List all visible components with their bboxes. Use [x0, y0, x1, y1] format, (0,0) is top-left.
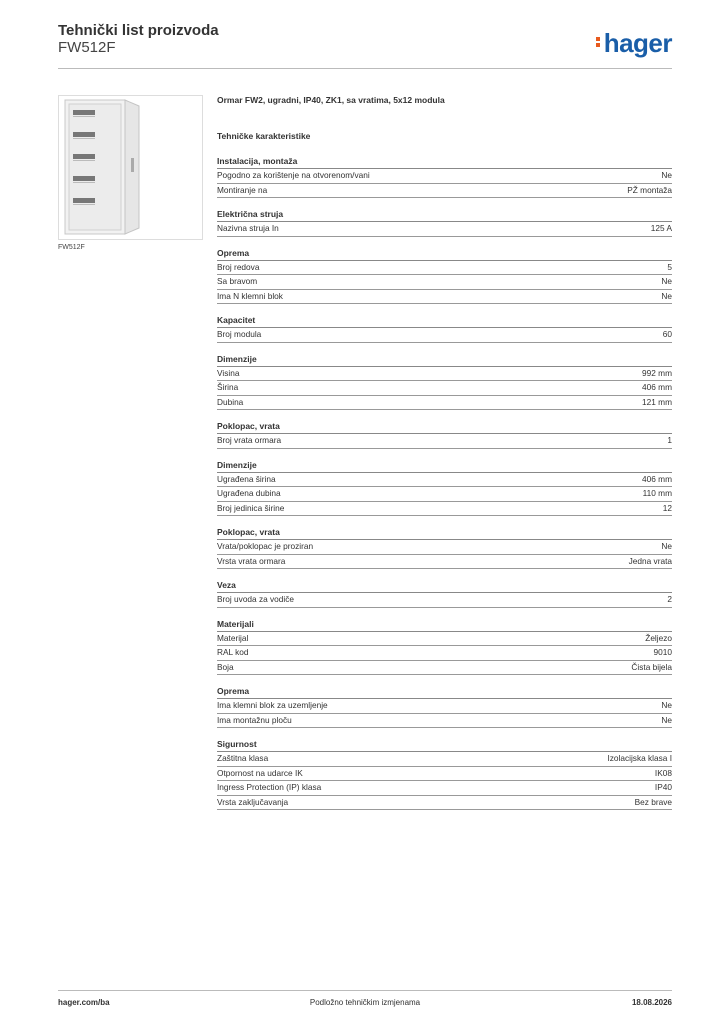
footer-note: Podložno tehničkim izmjenama [309, 998, 421, 1007]
spec-row [217, 593, 672, 608]
spec-label: Ingress Protection (IP) klasa [217, 782, 322, 792]
spec-value: Ne [661, 276, 672, 286]
spec-section [217, 315, 672, 343]
section-title: Oprema [217, 686, 672, 699]
characteristics-title: Tehničke karakteristike [217, 131, 311, 141]
section-title: Poklopac, vrata [217, 527, 672, 540]
spec-value: 125 A [650, 223, 672, 233]
spec-label: Sa bravom [217, 276, 258, 286]
spec-section [217, 739, 672, 810]
logo-text: hager [603, 28, 672, 58]
spec-label: Širina [217, 382, 239, 392]
spec-label: Vrsta vrata ormara [217, 555, 286, 566]
spec-section [217, 527, 672, 569]
hager-logo [596, 28, 672, 59]
spec-value: 5 [667, 261, 672, 272]
spec-row [217, 290, 672, 305]
spec-section [217, 156, 672, 198]
page-header [58, 22, 672, 69]
spec-label: Vrata/poklopac je proziran [217, 541, 314, 551]
spec-section [217, 619, 672, 676]
spec-section [217, 686, 672, 728]
document-title: Tehnički list proizvoda [58, 22, 219, 39]
spec-sections [217, 156, 672, 810]
spec-label: Broj vrata ormara [217, 435, 282, 445]
spec-value: Ne [661, 700, 672, 710]
section-title: Poklopac, vrata [217, 421, 672, 434]
spec-value: Ne [661, 290, 672, 301]
logo-dots-icon [596, 35, 601, 49]
spec-value: Bez brave [634, 796, 672, 807]
spec-value: 992 mm [642, 367, 672, 378]
spec-value: 121 mm [642, 396, 672, 407]
section-title: Dimenzije [217, 354, 672, 367]
spec-value: PŽ montaža [627, 184, 672, 195]
spec-label: Ugrađena širina [217, 473, 276, 484]
specifications [217, 95, 672, 821]
spec-row [217, 555, 672, 570]
spec-value: Ne [661, 170, 672, 180]
spec-row [217, 184, 672, 199]
image-caption: FW512F [58, 244, 85, 251]
spec-value: 12 [662, 502, 672, 513]
section-title: Instalacija, montaža [217, 156, 672, 169]
spec-row [217, 328, 672, 343]
product-description: Ormar FW2, ugradni, IP40, ZK1, sa vratima, 5x12 modula [217, 95, 445, 105]
spec-label: Dubina [217, 396, 244, 407]
spec-label: Materijal [217, 632, 249, 643]
product-image [58, 95, 203, 240]
spec-row [217, 781, 672, 796]
spec-row [217, 367, 672, 382]
spec-section [217, 354, 672, 411]
spec-value: Jedna vrata [628, 555, 672, 566]
spec-value: 110 mm [642, 488, 672, 498]
spec-row [217, 473, 672, 488]
spec-section [217, 460, 672, 517]
spec-row [217, 767, 672, 782]
spec-value: Željezo [645, 632, 672, 643]
spec-section [217, 580, 672, 608]
spec-label: Montiranje na [217, 184, 268, 195]
spec-section [217, 421, 672, 449]
spec-section [217, 248, 672, 305]
spec-row [217, 632, 672, 647]
spec-value: 406 mm [642, 382, 672, 392]
spec-row [217, 381, 672, 396]
section-title: Veza [217, 580, 672, 593]
spec-value: Ne [661, 541, 672, 551]
spec-row [217, 540, 672, 555]
spec-label: Visina [217, 367, 240, 378]
spec-value: Izolacijska klasa I [607, 753, 672, 763]
spec-label: Otpornost na udarce IK [217, 767, 303, 778]
spec-value: 9010 [653, 647, 672, 657]
spec-value: 2 [667, 594, 672, 604]
spec-value: 60 [662, 329, 672, 339]
section-title: Sigurnost [217, 739, 672, 752]
spec-row [217, 714, 672, 729]
spec-label: Broj modula [217, 329, 262, 339]
spec-row [217, 169, 672, 184]
spec-row [217, 699, 672, 714]
spec-label: Boja [217, 661, 234, 672]
spec-value: 406 mm [642, 473, 672, 484]
section-title: Električna struja [217, 209, 672, 222]
spec-section [217, 209, 672, 237]
spec-row [217, 646, 672, 661]
section-title: Oprema [217, 248, 672, 261]
spec-row [217, 487, 672, 502]
spec-label: Vrsta zaključavanja [217, 796, 289, 807]
spec-label: Pogodno za korištenje na otvorenom/vani [217, 170, 370, 180]
footer-date: 18.08.2026 [631, 998, 672, 1007]
spec-label: Ima montažnu ploču [217, 714, 292, 725]
spec-row [217, 222, 672, 237]
footer-website: hager.com/ba [58, 998, 110, 1007]
spec-row [217, 434, 672, 449]
section-title: Dimenzije [217, 460, 672, 473]
spec-row [217, 752, 672, 767]
section-title: Materijali [217, 619, 672, 632]
product-code: FW512F [58, 39, 116, 56]
spec-label: RAL kod [217, 647, 249, 657]
spec-row [217, 275, 672, 290]
spec-value: Ne [661, 714, 672, 725]
spec-label: Ima klemni blok za uzemljenje [217, 700, 328, 710]
spec-value: Čista bijela [631, 661, 672, 672]
page-footer [58, 990, 672, 1011]
spec-row [217, 502, 672, 517]
spec-value: IK08 [654, 767, 672, 778]
spec-label: Broj redova [217, 261, 260, 272]
spec-label: Broj uvoda za vodiče [217, 594, 295, 604]
spec-value: 1 [667, 435, 672, 445]
spec-label: Nazivna struja In [217, 223, 279, 233]
spec-row [217, 796, 672, 811]
spec-value: IP40 [654, 782, 672, 792]
spec-label: Broj jedinica širine [217, 502, 285, 513]
spec-row [217, 661, 672, 676]
spec-row [217, 261, 672, 276]
spec-label: Ima N klemni blok [217, 290, 283, 301]
spec-label: Ugrađena dubina [217, 488, 281, 498]
spec-row [217, 396, 672, 411]
spec-label: Zaštitna klasa [217, 753, 269, 763]
distribution-cabinet-image [59, 96, 202, 239]
section-title: Kapacitet [217, 315, 672, 328]
